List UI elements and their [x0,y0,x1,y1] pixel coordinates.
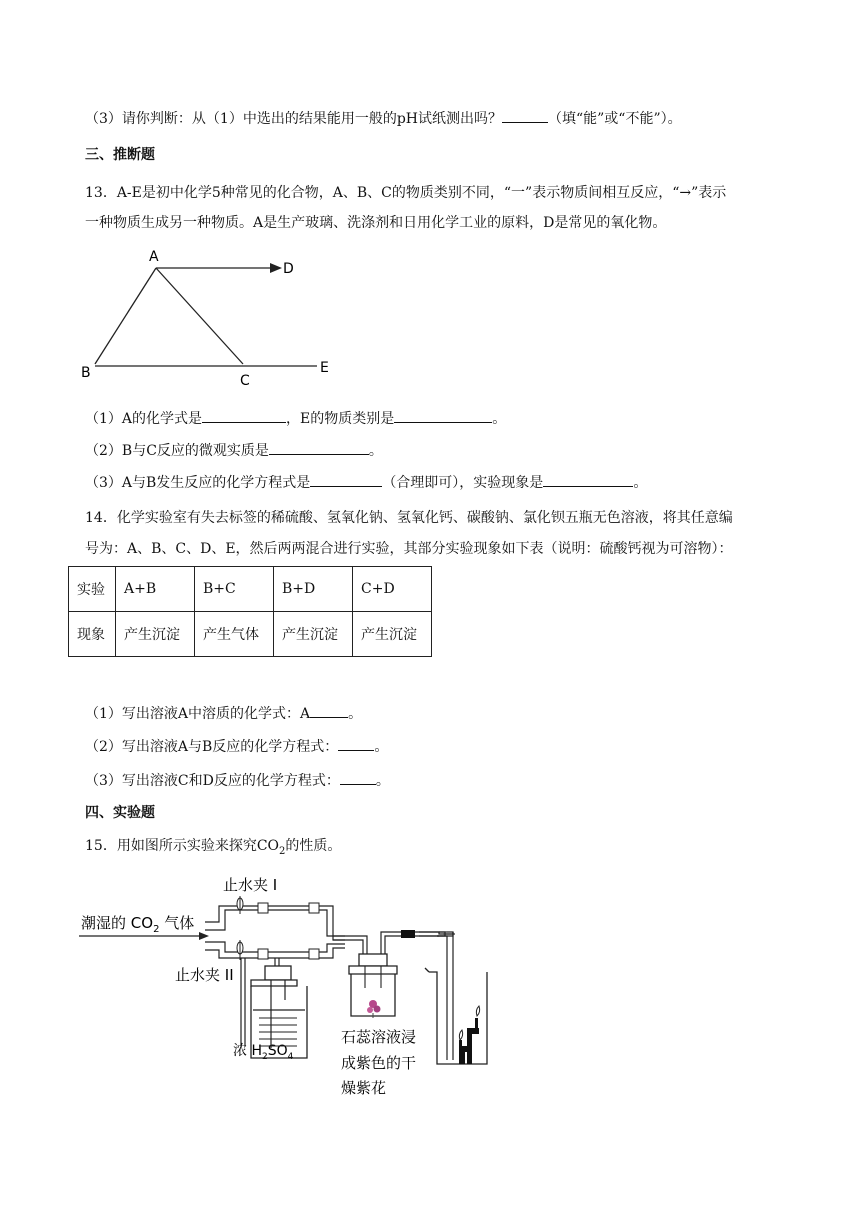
node-b: B [81,365,91,381]
q14-sub2: （2）写出溶液A与B反应的化学方程式： 。 [85,736,388,757]
q15-apparatus-diagram [75,870,515,1100]
table-cell: B+D [274,567,353,612]
section-heading-3: 三、推断题 [85,147,155,163]
table-cell: C+D [353,567,432,612]
q13-line2: 一种物质生成另一种物质。A是生产玻璃、洗涤剂和日用化学工业的原料，D是常见的氧化物。 [85,215,667,231]
flower-label-3: 燥紫花 [341,1079,387,1097]
q14-sub1: （1）写出溶液A中溶质的化学式：A 。 [85,703,362,724]
q12-part3: （3）请你判断：从（1）中选出的结果能用一般的pH试纸测出吗？ （填“能”或“不能”）。 [85,108,682,129]
flower-label-1: 石蕊溶液浸 [341,1028,417,1046]
q14-line2: 号为：A、B、C、D、E，然后两两混合进行实验，其部分实验现象如下表（说明：硫酸钙视为可溶物）： [85,541,733,557]
table-cell: 实验 [69,567,116,612]
clip1-label: 止水夹 I [223,876,278,894]
table-cell: 产生沉淀 [353,612,432,657]
q13-sub2: （2）B与C反应的微观实质是 。 [85,440,383,461]
answer-blank[interactable] [269,440,369,455]
answer-blank[interactable] [502,108,548,123]
node-d: D [283,261,294,277]
table-cell: 产生沉淀 [116,612,195,657]
table-cell: 产生气体 [195,612,274,657]
table-row [69,567,432,612]
table-cell: B+C [195,567,274,612]
answer-blank[interactable] [338,736,374,751]
clip2-label: 止水夹 II [175,966,234,984]
section-heading-4: 四、实验题 [85,805,155,821]
flower-icon [367,1000,381,1018]
answer-blank[interactable] [340,770,376,785]
answer-blank[interactable] [202,408,286,423]
acid-label: 浓 $H_2SO_4$ [233,1043,294,1062]
q14-experiment-table [68,566,432,657]
table-cell: A+B [116,567,195,612]
table-row [69,612,432,657]
node-a: A [149,249,159,265]
table-cell: 现象 [69,612,116,657]
q15-line: 15．用如图所示实验来探究$CO_2$的性质。 [85,838,342,857]
q13-line1: 13．A-E是初中化学5种常见的化合物，A、B、C的物质类别不同，“一”表示物质间相互反应，“→”表示 [85,185,727,201]
answer-blank[interactable] [394,408,492,423]
flower-label-2: 成紫色的干 [341,1054,417,1072]
table-cell: 产生沉淀 [274,612,353,657]
gas-label: 潮湿的 $CO_2$ 气体 [81,914,195,935]
answer-blank[interactable] [310,703,348,718]
q14-sub3: （3）写出溶液C和D反应的化学方程式： 。 [85,770,390,791]
node-c: C [240,373,250,389]
q13-sub3: （3）A与B发生反应的化学方程式是 （合理即可），实验现象是 。 [85,472,647,493]
q13-relation-diagram [75,240,345,390]
answer-blank[interactable] [310,472,382,487]
q13-sub1: （1）A的化学式是 ，E的物质类别是 。 [85,408,506,429]
q14-line1: 14．化学实验室有失去标签的稀硫酸、氢氧化钠、氢氧化钙、碳酸钠、氯化钡五瓶无色溶液，将其任意编 [85,510,733,526]
answer-blank[interactable] [543,472,633,487]
node-e: E [320,360,329,376]
